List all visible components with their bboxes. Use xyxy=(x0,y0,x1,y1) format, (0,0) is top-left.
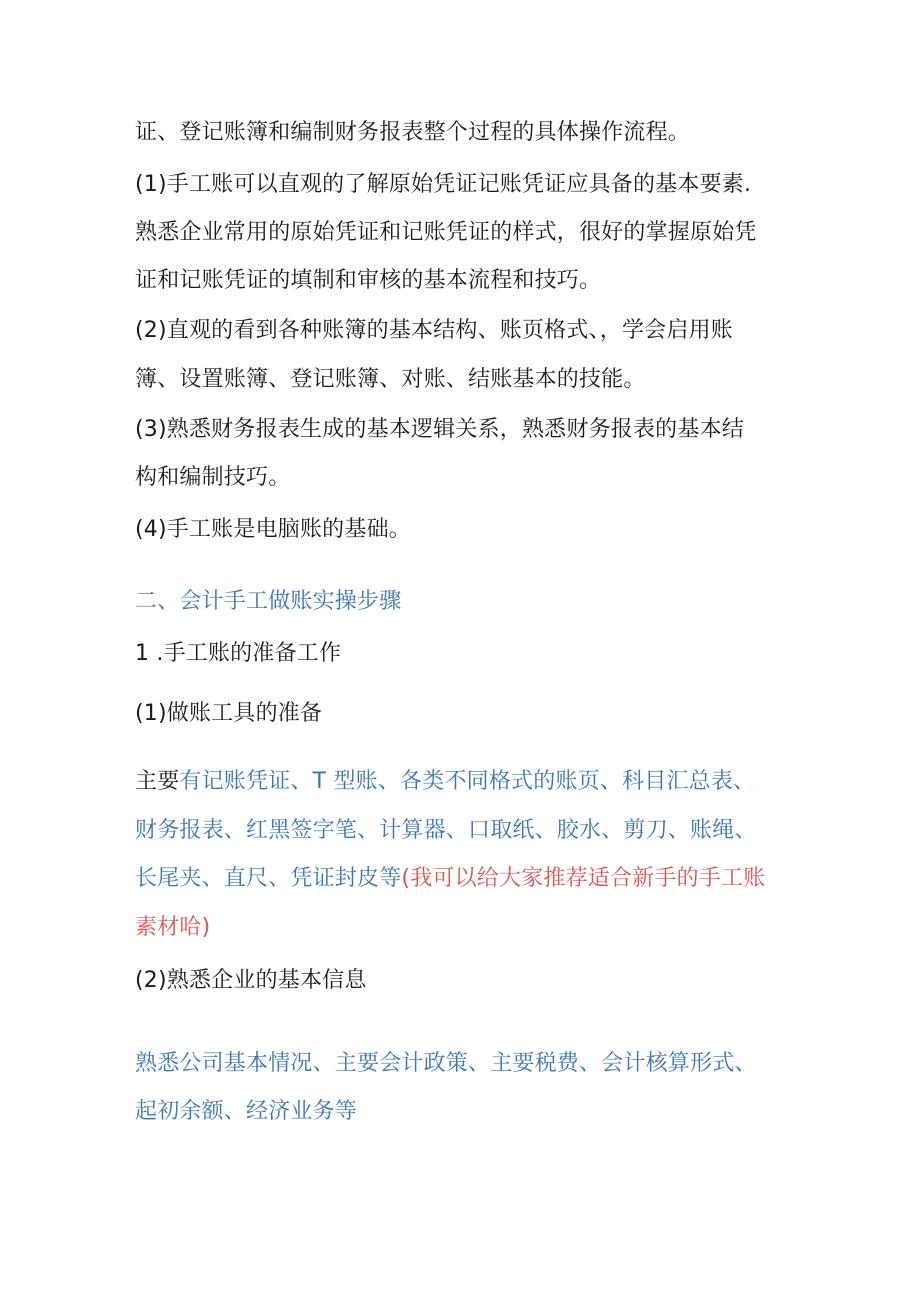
subsection-item-tools-title: (1)做账工具的准备 xyxy=(135,701,323,726)
benefit-item-2-line-1: (2)直观的看到各种账簿的基本结构、账页格式、，学会启用账 xyxy=(135,318,733,343)
benefit-item-2-line-2: 簿、设置账簿、登记账簿、对账、结账基本的技能。 xyxy=(135,367,646,392)
benefit-item-3-line-1: (3)熟悉财务报表生成的基本逻辑关系，熟悉财务报表的基本结 xyxy=(135,417,744,442)
subsection-item-info-title: (2)熟悉企业的基本信息 xyxy=(135,968,367,993)
tools-line-3 xyxy=(135,864,815,894)
benefit-item-1-line-1: (1)手工账可以直观的了解原始凭证记账凭证应具备的基本要素. xyxy=(135,172,752,197)
tools-line-2: 财务报表、红黑签字笔、计算器、口取纸、胶水、剪刀、账绳、 xyxy=(135,818,757,843)
tools-list-end-text: 长尾夹、直尺、凭证封皮等 xyxy=(135,866,402,891)
tools-lead-text: 主要 xyxy=(135,769,180,794)
tools-line-1 xyxy=(135,767,815,797)
info-line-2: 起初余额、经济业务等 xyxy=(135,1099,358,1124)
recommend-note-text: (我可以给大家推荐适合新手的手工账 xyxy=(401,866,766,891)
benefit-item-1-line-3: 证和记账凭证的填制和审核的基本流程和技巧。 xyxy=(135,268,602,293)
recommend-note-text-end: 素材哈) xyxy=(135,915,211,940)
section-heading: 二、会计手工做账实操步骤 xyxy=(135,589,402,614)
tools-list-text: 有记账凭证、T 型账、各类不同格式的账页、科目汇总表、 xyxy=(179,769,756,794)
intro-line: 证、登记账簿和编制财务报表整个过程的具体操作流程。 xyxy=(135,120,691,145)
info-line-1: 熟悉公司基本情况、主要会计政策、主要税费、会计核算形式、 xyxy=(135,1051,757,1076)
benefit-item-4-line-1: (4)手工账是电脑账的基础。 xyxy=(135,517,411,542)
benefit-item-3-line-2: 构和编制技巧。 xyxy=(135,465,291,490)
subsection-title: 1 .手工账的准备工作 xyxy=(135,641,342,666)
benefit-item-1-line-2: 熟悉企业常用的原始凭证和记账凭证的样式，很好的掌握原始凭 xyxy=(135,220,757,245)
